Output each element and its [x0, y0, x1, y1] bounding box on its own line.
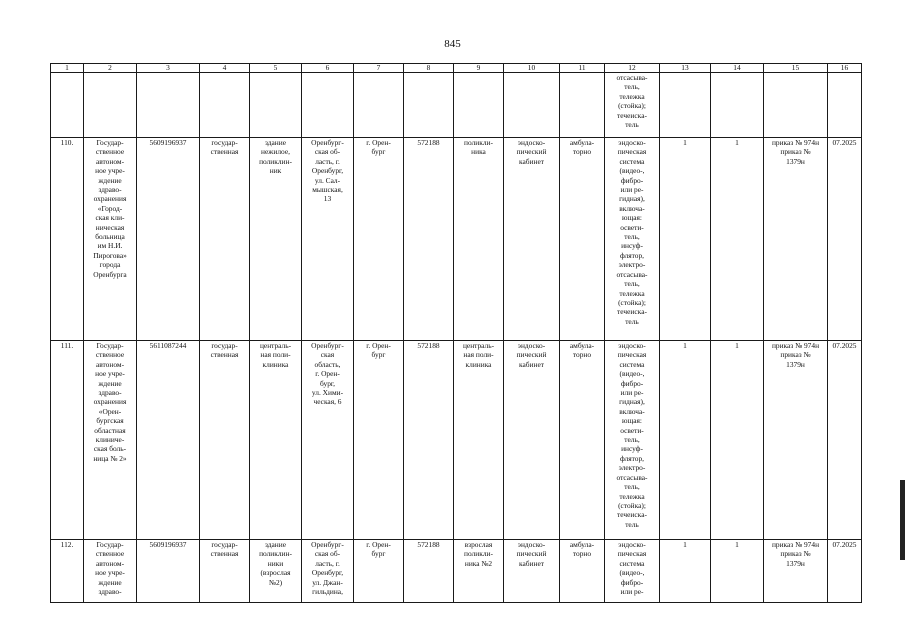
cell-text: 110. [60, 138, 74, 147]
table-cell [200, 73, 250, 138]
cell-text: Государ- ственное автоном- ное учре- ждение здраво- охранения «Орен- бургская областная клиниче- ская боль- ница № 2» [93, 341, 127, 463]
table-row [51, 73, 862, 138]
cell-text: государ- ственная [210, 341, 239, 360]
cell-text: 5611087244 [149, 341, 187, 350]
column-number-cell: 14 [711, 64, 764, 73]
table-cell [200, 138, 250, 341]
page-number: 845 [444, 38, 461, 50]
table-cell [51, 138, 84, 341]
table-cell [711, 138, 764, 341]
table-cell [454, 138, 504, 341]
table-cell [250, 138, 302, 341]
cell-text: Оренбург- ская об- ласть, г. Оренбург, ул. Джан- гильдина, [311, 540, 344, 597]
table-cell [605, 73, 660, 138]
cell-text: 572188 [417, 540, 440, 549]
table-cell [560, 138, 605, 341]
table-row [51, 138, 862, 341]
table-cell [404, 341, 454, 540]
table-cell [660, 138, 711, 341]
table-cell [51, 540, 84, 603]
column-number-cell: 7 [354, 64, 404, 73]
table-cell [454, 341, 504, 540]
table-cell [302, 540, 354, 603]
table-cell [660, 341, 711, 540]
table-row [51, 540, 862, 603]
table-cell [504, 73, 560, 138]
cell-text: 1 [735, 341, 739, 350]
table-cell [250, 73, 302, 138]
table-cell [51, 341, 84, 540]
table-cell [250, 540, 302, 603]
column-number-cell: 1 [51, 64, 84, 73]
column-number-cell: 8 [404, 64, 454, 73]
cell-text: эндоско- пическая система (видео-, фибро- или ре- гидная), включа- ющая: освети- тель, инсуф- флятор, электро- отсасыва- тель, тележка (стойка); течеискa- тель [616, 341, 648, 529]
table-cell [404, 138, 454, 341]
column-number-cell: 6 [302, 64, 354, 73]
table-cell [302, 73, 354, 138]
cell-text: амбула- торно [569, 341, 595, 360]
cell-text: эндоско- пический кабинет [516, 341, 547, 369]
cell-text: Государ- ственное автоном- ное учре- ждение здраво- [95, 540, 125, 597]
cell-text: отсасыва- тель, тележка (стойка); течеискa- тель [616, 73, 648, 130]
table-cell [711, 540, 764, 603]
table-cell [137, 341, 200, 540]
cell-text: приказ № 974н приказ № 1379н [771, 138, 820, 166]
table-cell [660, 73, 711, 138]
cell-text: централь- ная поли- клиника [462, 341, 495, 369]
cell-text: Оренбург- ская область, г. Орен- бург, ул. Хими- ческая, 6 [311, 341, 344, 407]
cell-text: взрослая поликли- ника №2 [464, 540, 493, 568]
column-number-cell: 15 [764, 64, 828, 73]
cell-text: 5609196937 [149, 540, 187, 549]
cell-text: эндоско- пическая система (видео-, фибро- или ре- [617, 540, 647, 597]
table-cell [605, 341, 660, 540]
column-number-cell: 3 [137, 64, 200, 73]
table-cell [137, 73, 200, 138]
table-cell [828, 138, 862, 341]
cell-text: 112. [60, 540, 74, 549]
cell-text: 572188 [417, 138, 440, 147]
cell-text: 07.2025 [832, 341, 857, 350]
table-cell [764, 341, 828, 540]
cell-text: эндоско- пический кабинет [516, 540, 547, 568]
column-number-cell: 2 [84, 64, 137, 73]
cell-text: эндоско- пическая система (видео-, фибро- или ре- гидная), включа- ющая: освети- тель, инсуф- флятор, электро- отсасыва- тель, тележка (стойка); течеискa- тель [616, 138, 648, 326]
cell-text: 5609196937 [149, 138, 187, 147]
cell-text: 1 [683, 138, 687, 147]
table-cell [560, 341, 605, 540]
table-cell [711, 73, 764, 138]
table-cell [302, 138, 354, 341]
cell-text: г. Орен- бург [366, 138, 391, 157]
table-cell [454, 73, 504, 138]
table-cell [660, 540, 711, 603]
table-cell [137, 138, 200, 341]
column-number-cell: 5 [250, 64, 302, 73]
column-number-cell: 16 [828, 64, 862, 73]
scan-edge-mark [900, 480, 905, 560]
table-cell [828, 540, 862, 603]
table-cell [504, 341, 560, 540]
column-number-cell: 4 [200, 64, 250, 73]
cell-text: 07.2025 [832, 540, 857, 549]
table-cell [828, 73, 862, 138]
table-cell [354, 138, 404, 341]
column-number-row [51, 64, 862, 73]
table-cell [200, 540, 250, 603]
table-cell [84, 341, 137, 540]
column-number-cell: 11 [560, 64, 605, 73]
table-cell [404, 540, 454, 603]
cell-text: приказ № 974н приказ № 1379н [771, 341, 820, 369]
cell-text: поликли- ника [464, 138, 493, 157]
cell-text: 111. [60, 341, 74, 350]
table-cell [137, 540, 200, 603]
cell-text: здание поликлин- ники (взрослая №2) [259, 540, 292, 587]
table-cell [504, 540, 560, 603]
table-cell [354, 540, 404, 603]
column-number-cell: 9 [454, 64, 504, 73]
cell-text: Оренбург- ская об- ласть, г. Оренбург, ул. Сал- мышская, 13 [311, 138, 344, 204]
table-cell [404, 73, 454, 138]
cell-text: приказ № 974н приказ № 1379н [771, 540, 820, 568]
cell-text: г. Орен- бург [366, 540, 391, 559]
table-cell [560, 540, 605, 603]
cell-text: 1 [683, 341, 687, 350]
cell-text: государ- ственная [210, 540, 239, 559]
cell-text: 572188 [417, 341, 440, 350]
cell-text: Государ- ственное автоном- ное учре- ждение здраво- охранения «Город- ская кли- ническая больница им Н.И. Пирогова» города Оренбурга [93, 138, 127, 279]
table-cell [84, 540, 137, 603]
table-cell [200, 341, 250, 540]
cell-text: здание нежилое, поликлин- ник [259, 138, 292, 176]
table-cell [354, 73, 404, 138]
cell-text: амбула- торно [569, 540, 595, 559]
table-cell [354, 341, 404, 540]
cell-text: эндоско- пический кабинет [516, 138, 547, 166]
cell-text: государ- ственная [210, 138, 239, 157]
table-cell [711, 341, 764, 540]
cell-text: централь- ная поли- клиника [259, 341, 292, 369]
table-cell [605, 138, 660, 341]
cell-text: 1 [735, 540, 739, 549]
cell-text: 07.2025 [832, 138, 857, 147]
column-number-cell: 13 [660, 64, 711, 73]
table-cell [250, 341, 302, 540]
table-cell [605, 540, 660, 603]
table-cell [764, 138, 828, 341]
table-cell [84, 138, 137, 341]
table-cell [828, 341, 862, 540]
cell-text: амбула- торно [569, 138, 595, 157]
table-cell [302, 341, 354, 540]
table-cell [51, 73, 84, 138]
cell-text: г. Орен- бург [366, 341, 391, 360]
table-cell [84, 73, 137, 138]
column-number-cell: 12 [605, 64, 660, 73]
register-table [50, 63, 862, 603]
table-cell [764, 540, 828, 603]
table-cell [764, 73, 828, 138]
table-row [51, 341, 862, 540]
table-cell [504, 138, 560, 341]
cell-text: 1 [735, 138, 739, 147]
column-number-cell: 10 [504, 64, 560, 73]
cell-text: 1 [683, 540, 687, 549]
table-cell [560, 73, 605, 138]
table-cell [454, 540, 504, 603]
